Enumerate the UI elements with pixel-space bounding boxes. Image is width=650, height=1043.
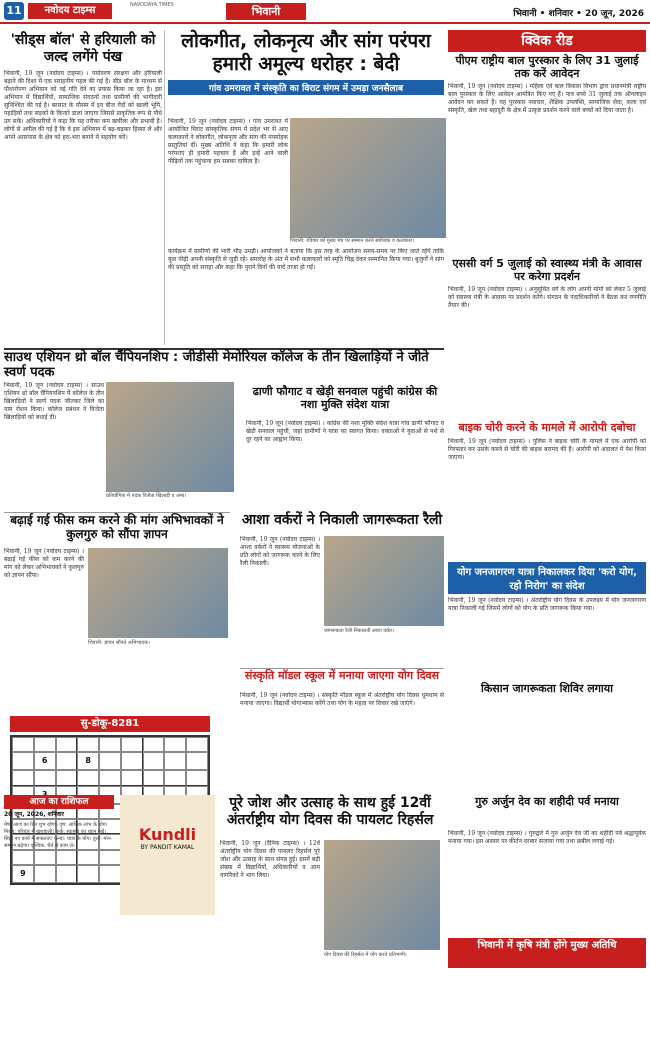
- sudoku-cell[interactable]: 6: [34, 752, 56, 770]
- quick-item-5: किसान जागरूकता शिविर लगाया: [480, 682, 613, 695]
- quick-item-1: पीएम राष्ट्रीय बाल पुरस्कार के लिए 31 जुलाई तक करें आवेदन: [455, 54, 639, 80]
- quick-read-column: [448, 54, 646, 734]
- sanskriti-headline: संस्कृति मॉडल स्कूल में मनाया जाएगा योग दिवस: [244, 669, 440, 682]
- sudoku-cell[interactable]: [34, 737, 56, 752]
- yoga-headline: पूरे जोश और उत्साह के साथ हुई 12वीं अंतर्राष्ट्रीय योग दिवस की पायलट रिहर्सल: [226, 795, 434, 828]
- fees-headline: बढ़ाई गई फीस कम करने की मांग अभिभावकों ने कुलगुरु को सौंपा ज्ञापन: [10, 513, 224, 541]
- kundli-sub: BY PANDIT KAMAL: [140, 844, 195, 851]
- kundli-brand: Kundli: [138, 825, 197, 844]
- guru-body: भिवानी, 19 जून (नवोदय टाइम्स) । गुरुद्वारे में गुरु अर्जुन देव जी का शहीदी पर्व श्रद्धापूर्वक मनाया गया। इस अवसर पर कीर्तन दरबार सजाया गया तथा छबील लगाई गई।: [448, 830, 646, 845]
- story-ball: [4, 348, 444, 378]
- lead-body-1: भिवानी, 19 जून (नवोदय टाइम्स) । गांव उमरावत में आयोजित विराट सांस्कृतिक संगम में प्रदेश भर से आए कलाकारों ने लोकगीत, लोकनृत्य और सांग की मनमोहक प्रस्तुतियां दीं। मुख्य अतिथि ने कहा कि हमारी लोक परंपराएं ही हमारी पहचान हैं और इन्हें आने वाली पीढ़ियों तक पहुंचाना हम सबका दायित्व है।: [168, 118, 288, 165]
- ball-photo-caption: प्रतियोगिता में पदक विजेता खिलाड़ी व अन्य।: [106, 493, 187, 499]
- lead-subhead: गांव उमरावत में संस्कृति का विराट संगम में उमड़ा जनसैलाब: [168, 80, 444, 95]
- sudoku-cell[interactable]: [186, 770, 208, 785]
- lead-headline: लोकगीत, लोकनृत्य और सांग परंपरा हमारी अमूल्य धरोहर : बेदी: [181, 30, 431, 75]
- kundli-box: [120, 795, 215, 915]
- story-sanskriti: [240, 668, 444, 688]
- sudoku-cell[interactable]: [34, 770, 56, 785]
- ball-body: भिवानी, 19 जून (नवोदय टाइम्स) । साउथ एशियन थ्रो बॉल चैंपियनशिप में कॉलेज के तीन खिलाड़ियों ने स्वर्ण पदक जीतकर जिले का नाम रोशन किया। कॉलेज प्रबंधन ने विजेता खिलाड़ियों को बधाई दी।: [4, 382, 104, 421]
- quick-item-4: योग जनजागरण यात्रा निकालकर दिया 'करो योग, रहो निरोग' का संदेश: [448, 562, 646, 594]
- lead-story: [168, 30, 444, 120]
- ball-photo: [106, 382, 234, 492]
- story-asha: [240, 512, 444, 532]
- yoga-photo-caption: योग दिवस की रिहर्सल में योग करते प्रतिभागी।: [324, 952, 407, 958]
- fees-photo-caption: भिवानी: ज्ञापन सौंपते अभिभावक।: [88, 640, 150, 646]
- sudoku-cell[interactable]: 8: [77, 752, 99, 770]
- rashifal-body: मेष: आज का दिन शुभ रहेगा। वृष: आर्थिक लाभ के योग। मिथुन: परिवार में खुशहाली। कर्क: स्वास्थ्य का ध्यान रखें। सिंह: नए कार्य में सफलता। कन्या: यात्रा के योग। तुला: मान-सम्मान बढ़ेगा। वृश्चिक: धैर्य से काम लें।: [4, 822, 113, 849]
- yoga-photo: [324, 840, 440, 950]
- story-fees: [4, 512, 230, 542]
- fees-body: भिवानी, 19 जून (नवोदय टाइम्स) । बढ़ाई गई फीस को कम करने की मांग को लेकर अभिभावकों ने कुलगुरु को ज्ञापन सौंपा।: [4, 548, 84, 579]
- dateline: भिवानी • शनिवार • 20 जून, 2026: [513, 9, 644, 19]
- sudoku-cell[interactable]: 9: [12, 865, 34, 883]
- yoga-body: भिवानी, 19 जून (दैनिक टाइम्स) । 12वें अंतर्राष्ट्रीय योग दिवस की पायलट रिहर्सल पूरे जोश और उत्साह के साथ संपन्न हुई। इसमें बड़ी संख्या में विद्यार्थियों, अधिकारियों व आम नागरिकों ने भाग लिया।: [220, 840, 320, 879]
- sudoku-cell[interactable]: [77, 737, 99, 752]
- story-yoga: [220, 795, 440, 835]
- quick-read-title: क्विक रीड: [448, 30, 646, 52]
- rashifal-date: 20 जून, 2026, शनिवार: [4, 811, 64, 818]
- quick-body-2: भिवानी, 19 जून (नवोदय टाइम्स) । अनुसूचित वर्ग के लोग अपनी मांगों को लेकर 5 जुलाई को स्वास्थ्य मंत्री के आवास पर प्रदर्शन करेंगे। संगठन के पदाधिकारियों ने बैठक कर रणनीति तैयार की।: [448, 286, 646, 309]
- quick-item-3: बाइक चोरी करने के मामले में आरोपी दबोचा: [458, 421, 636, 434]
- sudoku-cell[interactable]: [121, 752, 143, 770]
- story-guru: [448, 795, 646, 825]
- asha-body: भिवानी, 19 जून (नवोदय टाइम्स) । आशा वर्करों ने स्वास्थ्य योजनाओं के प्रति लोगों को जागरूक करने के लिए रैली निकाली।: [240, 536, 320, 567]
- sudoku-cell[interactable]: [186, 752, 208, 770]
- sudoku-cell[interactable]: [186, 737, 208, 752]
- sudoku-cell[interactable]: [164, 752, 186, 770]
- sanskriti-body: भिवानी, 19 जून (नवोदय टाइम्स) । संस्कृति मॉडल स्कूल में अंतर्राष्ट्रीय योग दिवस धूमधाम से मनाया जाएगा। विद्यार्थी योगाभ्यास करेंगे तथा योग के महत्व पर विचार रखे जाएंगे।: [240, 692, 444, 707]
- quick-body-3: भिवानी, 19 जून (नवोदय टाइम्स) । पुलिस ने बाइक चोरी के मामले में एक आरोपी को गिरफ्तार कर उसके कब्जे से चोरी की बाइक बरामद की है। आरोपी को अदालत में पेश किया जाएगा।: [448, 438, 646, 461]
- dateline: भिवानी, 19 जून (नवोदय टाइम्स) । पर्यावरण संरक्षण और हरियाली बढ़ाने की दिशा में एक सराहनीय पहल की गई है। सीड बॉल के माध्यम से पौधारोपण अभियान को नई गति देने का प्रयास किया जा रहा है। इस अभियान में विद्यार्थियों, सामाजिक संगठनों तथा ग्रामीणों की भागीदारी सुनिश्चित की गई है। बरसात के मौसम में इन बीज गेंदों को खाली भूमि, पहाड़ियों तथा सड़कों के किनारे डाला जाएगा जिससे प्राकृतिक रूप से पौधे उग सकें। अधिकारियों ने कहा कि यह तरीका कम खर्चीला और प्रभावी है। लोगों से अपील की गई है कि वे इस अभियान में बढ़-चढ़कर हिस्सा लें और अपने आसपास के क्षेत्र को हरा-भरा बनाने में सहयोग करें।: [4, 70, 162, 141]
- sudoku-cell[interactable]: [164, 737, 186, 752]
- story-seeds-ball: [4, 32, 162, 332]
- sudoku-cell[interactable]: [56, 737, 78, 752]
- lead-body-2: कार्यक्रम में ग्रामीणों की भारी भीड़ उमड़ी। आयोजकों ने बताया कि इस तरह के आयोजन समय-समय पर किए जाते रहेंगे ताकि युवा पीढ़ी अपनी संस्कृति से जुड़ी रहे। समारोह के अंत में सभी कलाकारों को स्मृति चिह्न देकर सम्मानित किया गया। बुजुर्गों ने सांग की प्रस्तुति को सराहा और कहा कि पुराने दिनों की यादें ताजा हो गईं।: [168, 248, 444, 271]
- sudoku-cell[interactable]: [121, 737, 143, 752]
- brand-logo: नवोदय टाइम्स: [28, 3, 112, 19]
- congress-body: भिवानी, 19 जून (नवोदय टाइम्स) । कांग्रेस की नशा मुक्ति संदेश यात्रा गांव ढाणी फौगाट व खेड़ी सनवाल पहुंची, जहां ग्रामीणों ने यात्रा का स्वागत किया। वक्ताओं ने युवाओं से नशे से दूर रहने का आह्वान किया।: [246, 420, 444, 443]
- quick-body-1: भिवानी, 19 जून (नवोदय टाइम्स) । महिला एवं बाल विकास विभाग द्वारा प्रधानमंत्री राष्ट्रीय बाल पुरस्कार के लिए आवेदन आमंत्रित किए गए हैं। पात्र बच्चे 31 जुलाई तक ऑनलाइन आवेदन कर सकते हैं। यह पुरस्कार नवाचार, शैक्षिक उपलब्धि, सामाजिक सेवा, कला एवं संस्कृति, खेल तथा बहादुरी के क्षेत्र में उत्कृष्ट प्रदर्शन करने वाले बच्चों को दिया जाता है।: [448, 83, 646, 114]
- sudoku-cell[interactable]: [143, 770, 165, 785]
- sudoku-title: सु-डोकू-8281: [10, 716, 210, 732]
- quick-item-2: एससी वर्ग 5 जुलाई को स्वास्थ्य मंत्री के आवास पर करेगा प्रदर्शन: [452, 257, 642, 283]
- sudoku-cell[interactable]: [56, 752, 78, 770]
- sudoku-cell[interactable]: [99, 737, 121, 752]
- sudoku-cell[interactable]: [77, 770, 99, 785]
- page-number: 11: [4, 2, 24, 20]
- rashifal-title: आज का राशिफल: [4, 795, 114, 809]
- section-title: भिवानी: [226, 3, 306, 20]
- quick-body-4: भिवानी, 19 जून (नवोदय टाइम्स) । अंतर्राष्ट्रीय योग दिवस के उपलक्ष्य में योग जनजागरण यात्रा निकाली गई जिसमें लोगों को योग के प्रति जागरूक किया गया।: [448, 597, 646, 612]
- sudoku-cell[interactable]: [143, 752, 165, 770]
- lead-photo: [290, 118, 446, 238]
- headline: 'सीड्स बॉल' से हरियाली को जल्द लगेंगे पंख: [10, 32, 156, 65]
- sudoku-cell[interactable]: [56, 770, 78, 785]
- asha-headline: आशा वर्करों ने निकाली जागरूकता रैली: [241, 512, 443, 528]
- sudoku-cell[interactable]: [121, 770, 143, 785]
- sudoku-cell[interactable]: [164, 770, 186, 785]
- asha-photo: [324, 536, 444, 626]
- krishi-box: भिवानी में कृषि मंत्री होंगे मुख्य अतिथि: [448, 938, 646, 968]
- sudoku-cell[interactable]: [143, 737, 165, 752]
- congress-headline: ढाणी फौगाट व खेड़ी सनवाल पहुंची कांग्रेस की नशा मुक्ति संदेश यात्रा: [252, 385, 438, 411]
- ball-headline: साउथ एशियन थ्रो बॉल चैंपियनशिप : जीडीसी मेमोरियल कॉलेज के तीन खिलाड़ियों ने जीते स्वर्ण पदक: [4, 350, 429, 380]
- asha-photo-caption: जागरूकता रैली निकालती आशा वर्कर।: [324, 628, 394, 634]
- sudoku-cell[interactable]: [12, 770, 34, 785]
- sudoku-cell[interactable]: [99, 752, 121, 770]
- sudoku-cell[interactable]: [12, 752, 34, 770]
- guru-headline: गुरु अर्जुन देव का शहीदी पर्व मनाया: [475, 795, 619, 808]
- fees-photo: [88, 548, 228, 638]
- lead-photo-caption: भिवानी: रविवार को मुख्य मंच पर सम्मान करते संयोजक व कलाकार।: [290, 238, 414, 244]
- story-congress: [246, 385, 444, 415]
- masthead: [0, 0, 650, 24]
- sudoku-cell[interactable]: [99, 770, 121, 785]
- brand-tagline: NAVODAYA TIMES: [130, 2, 174, 8]
- sudoku-cell[interactable]: [12, 737, 34, 752]
